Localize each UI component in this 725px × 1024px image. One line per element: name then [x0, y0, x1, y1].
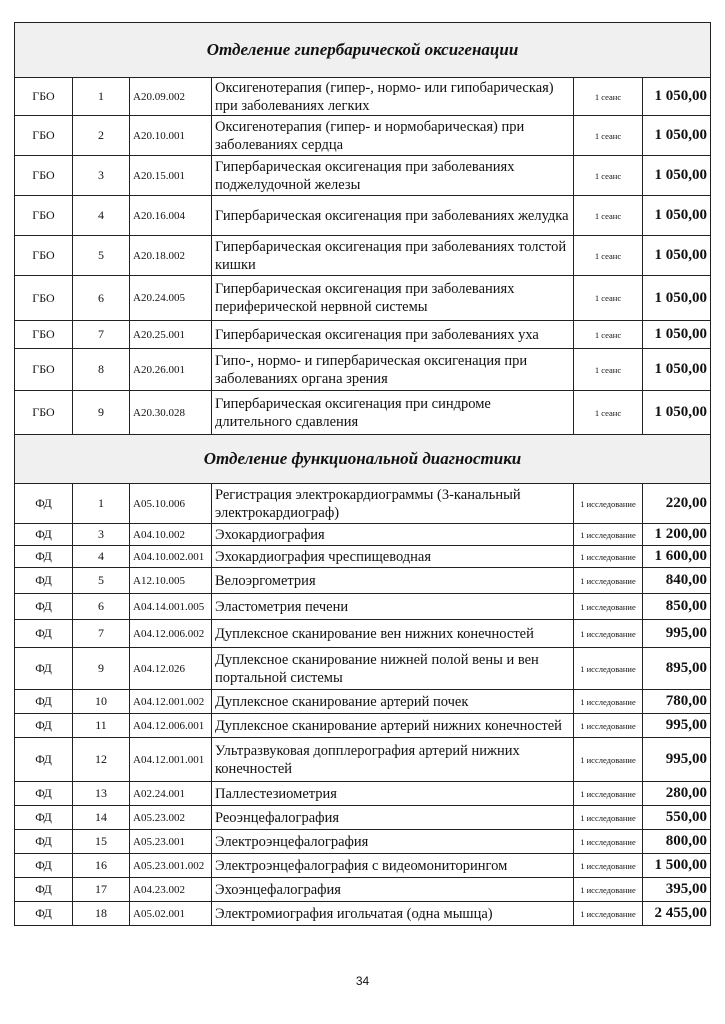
dept-cell: ФД [15, 714, 73, 738]
price-cell: 995,00 [643, 714, 711, 738]
service-name: Гипербарическая оксигенация при заболеваниях поджелудочной железы [212, 156, 574, 196]
dept-cell: ГБО [15, 391, 73, 435]
section-title: Отделение гипербарической оксигенации [15, 23, 711, 78]
service-code: A20.30.028 [130, 391, 212, 435]
service-name: Дуплексное сканирование нижней полой вены и вен портальной системы [212, 648, 574, 690]
price-cell: 1 050,00 [643, 276, 711, 321]
dept-cell: ФД [15, 878, 73, 902]
table-row [15, 806, 711, 830]
row-number: 1 [73, 78, 130, 116]
section-title: Отделение функциональной диагностики [15, 435, 711, 484]
row-number: 3 [73, 156, 130, 196]
price-cell: 895,00 [643, 648, 711, 690]
dept-cell: ГБО [15, 156, 73, 196]
row-number: 11 [73, 714, 130, 738]
service-name: Гипербарическая оксигенация при заболеваниях желудка [212, 196, 574, 236]
service-code: A05.23.001 [130, 830, 212, 854]
row-number: 9 [73, 391, 130, 435]
service-name: Электроэнцефалография с видеомониторингом [212, 854, 574, 878]
price-cell: 220,00 [643, 484, 711, 524]
table-row [15, 902, 711, 926]
section-header-gbo [15, 23, 711, 78]
price-table [14, 22, 711, 926]
service-name: Оксигенотерапия (гипер- и нормобарическая) при заболеваниях сердца [212, 116, 574, 156]
row-number: 7 [73, 620, 130, 648]
service-code: A05.10.006 [130, 484, 212, 524]
table-row [15, 276, 711, 321]
unit-cell: 1 исследование [574, 738, 643, 782]
table-row [15, 196, 711, 236]
document-page [14, 22, 710, 926]
row-number: 8 [73, 349, 130, 391]
table-row [15, 782, 711, 806]
unit-cell: 1 исследование [574, 806, 643, 830]
table-row [15, 854, 711, 878]
price-cell: 280,00 [643, 782, 711, 806]
service-name: Гипербарическая оксигенация при синдроме длительного сдавления [212, 391, 574, 435]
dept-cell: ГБО [15, 116, 73, 156]
unit-cell: 1 исследование [574, 854, 643, 878]
unit-cell: 1 исследование [574, 902, 643, 926]
table-row [15, 116, 711, 156]
service-code: A04.14.001.005 [130, 594, 212, 620]
service-code: A04.12.026 [130, 648, 212, 690]
row-number: 4 [73, 196, 130, 236]
service-name: Паллестезиометрия [212, 782, 574, 806]
dept-cell: ФД [15, 568, 73, 594]
dept-cell: ФД [15, 484, 73, 524]
dept-cell: ФД [15, 782, 73, 806]
unit-cell: 1 сеанс [574, 116, 643, 156]
service-name: Эхоэнцефалография [212, 878, 574, 902]
dept-cell: ФД [15, 690, 73, 714]
unit-cell: 1 исследование [574, 648, 643, 690]
service-code: A04.10.002 [130, 524, 212, 546]
service-name: Электроэнцефалография [212, 830, 574, 854]
service-code: A04.12.001.002 [130, 690, 212, 714]
row-number: 13 [73, 782, 130, 806]
service-code: A04.12.001.001 [130, 738, 212, 782]
row-number: 6 [73, 594, 130, 620]
table-row [15, 568, 711, 594]
price-cell: 1 050,00 [643, 236, 711, 276]
price-cell: 1 200,00 [643, 524, 711, 546]
service-code: A04.10.002.001 [130, 546, 212, 568]
price-cell: 1 050,00 [643, 321, 711, 349]
service-code: A20.18.002 [130, 236, 212, 276]
unit-cell: 1 сеанс [574, 156, 643, 196]
service-code: A12.10.005 [130, 568, 212, 594]
table-row [15, 648, 711, 690]
table-row [15, 620, 711, 648]
table-row [15, 524, 711, 546]
dept-cell: ФД [15, 648, 73, 690]
dept-cell: ФД [15, 806, 73, 830]
service-name: Эхокардиография [212, 524, 574, 546]
row-number: 2 [73, 116, 130, 156]
unit-cell: 1 исследование [574, 484, 643, 524]
price-cell: 800,00 [643, 830, 711, 854]
unit-cell: 1 сеанс [574, 391, 643, 435]
service-name: Гипо-, нормо- и гипербарическая оксигенация при заболеваниях органа зрения [212, 349, 574, 391]
row-number: 16 [73, 854, 130, 878]
unit-cell: 1 исследование [574, 690, 643, 714]
table-row [15, 738, 711, 782]
table-row [15, 321, 711, 349]
dept-cell: ФД [15, 546, 73, 568]
dept-cell: ГБО [15, 349, 73, 391]
price-cell: 1 050,00 [643, 156, 711, 196]
table-row [15, 236, 711, 276]
service-name: Ультразвуковая допплерография артерий нижних конечностей [212, 738, 574, 782]
service-code: A05.23.001.002 [130, 854, 212, 878]
row-number: 9 [73, 648, 130, 690]
service-code: A04.23.002 [130, 878, 212, 902]
unit-cell: 1 сеанс [574, 78, 643, 116]
price-cell: 1 600,00 [643, 546, 711, 568]
page-number: 34 [355, 974, 370, 988]
row-number: 5 [73, 568, 130, 594]
service-code: A04.12.006.002 [130, 620, 212, 648]
price-cell: 1 050,00 [643, 349, 711, 391]
price-cell: 995,00 [643, 620, 711, 648]
price-cell: 995,00 [643, 738, 711, 782]
price-cell: 1 050,00 [643, 116, 711, 156]
price-cell: 1 500,00 [643, 854, 711, 878]
dept-cell: ГБО [15, 196, 73, 236]
service-name: Дуплексное сканирование артерий почек [212, 690, 574, 714]
row-number: 6 [73, 276, 130, 321]
dept-cell: ФД [15, 620, 73, 648]
price-cell: 780,00 [643, 690, 711, 714]
price-cell: 1 050,00 [643, 391, 711, 435]
price-cell: 850,00 [643, 594, 711, 620]
unit-cell: 1 исследование [574, 594, 643, 620]
unit-cell: 1 сеанс [574, 196, 643, 236]
row-number: 1 [73, 484, 130, 524]
dept-cell: ГБО [15, 321, 73, 349]
table-row [15, 156, 711, 196]
dept-cell: ГБО [15, 276, 73, 321]
service-code: A20.10.001 [130, 116, 212, 156]
price-cell: 2 455,00 [643, 902, 711, 926]
row-number: 7 [73, 321, 130, 349]
dept-cell: ФД [15, 854, 73, 878]
price-cell: 395,00 [643, 878, 711, 902]
service-name: Велоэргометрия [212, 568, 574, 594]
unit-cell: 1 сеанс [574, 236, 643, 276]
service-code: A05.02.001 [130, 902, 212, 926]
table-row [15, 484, 711, 524]
dept-cell: ГБО [15, 78, 73, 116]
table-row [15, 349, 711, 391]
table-row [15, 594, 711, 620]
service-name: Дуплексное сканирование вен нижних конечностей [212, 620, 574, 648]
row-number: 14 [73, 806, 130, 830]
unit-cell: 1 исследование [574, 524, 643, 546]
unit-cell: 1 исследование [574, 568, 643, 594]
dept-cell: ФД [15, 830, 73, 854]
row-number: 18 [73, 902, 130, 926]
table-row [15, 391, 711, 435]
unit-cell: 1 исследование [574, 546, 643, 568]
service-name: Реоэнцефалография [212, 806, 574, 830]
service-code: A05.23.002 [130, 806, 212, 830]
dept-cell: ФД [15, 524, 73, 546]
service-name: Гипербарическая оксигенация при заболеваниях толстой кишки [212, 236, 574, 276]
service-name: Регистрация электрокардиограммы (3-канальный электрокардиограф) [212, 484, 574, 524]
table-row [15, 830, 711, 854]
service-code: A20.24.005 [130, 276, 212, 321]
unit-cell: 1 исследование [574, 714, 643, 738]
price-cell: 1 050,00 [643, 196, 711, 236]
row-number: 3 [73, 524, 130, 546]
service-code: A04.12.006.001 [130, 714, 212, 738]
section-header-fd [15, 435, 711, 484]
unit-cell: 1 сеанс [574, 349, 643, 391]
service-code: A20.26.001 [130, 349, 212, 391]
row-number: 12 [73, 738, 130, 782]
unit-cell: 1 исследование [574, 620, 643, 648]
service-code: A20.15.001 [130, 156, 212, 196]
service-code: A20.09.002 [130, 78, 212, 116]
table-row [15, 878, 711, 902]
row-number: 17 [73, 878, 130, 902]
dept-cell: ФД [15, 738, 73, 782]
row-number: 4 [73, 546, 130, 568]
service-name: Эластометрия печени [212, 594, 574, 620]
row-number: 5 [73, 236, 130, 276]
service-name: Гипербарическая оксигенация при заболеваниях периферической нервной системы [212, 276, 574, 321]
price-cell: 840,00 [643, 568, 711, 594]
price-cell: 1 050,00 [643, 78, 711, 116]
service-name: Оксигенотерапия (гипер-, нормо- или гипобарическая) при заболеваниях легких [212, 78, 574, 116]
unit-cell: 1 исследование [574, 830, 643, 854]
service-code: A02.24.001 [130, 782, 212, 806]
dept-cell: ФД [15, 594, 73, 620]
price-cell: 550,00 [643, 806, 711, 830]
service-name: Эхокардиография чреспищеводная [212, 546, 574, 568]
dept-cell: ФД [15, 902, 73, 926]
table-row [15, 714, 711, 738]
unit-cell: 1 исследование [574, 782, 643, 806]
service-code: A20.25.001 [130, 321, 212, 349]
service-name: Гипербарическая оксигенация при заболеваниях уха [212, 321, 574, 349]
service-code: A20.16.004 [130, 196, 212, 236]
table-row [15, 546, 711, 568]
service-name: Дуплексное сканирование артерий нижних конечностей [212, 714, 574, 738]
dept-cell: ГБО [15, 236, 73, 276]
row-number: 10 [73, 690, 130, 714]
unit-cell: 1 сеанс [574, 276, 643, 321]
table-row [15, 690, 711, 714]
service-name: Электромиография игольчатая (одна мышца) [212, 902, 574, 926]
unit-cell: 1 сеанс [574, 321, 643, 349]
table-row [15, 78, 711, 116]
row-number: 15 [73, 830, 130, 854]
unit-cell: 1 исследование [574, 878, 643, 902]
